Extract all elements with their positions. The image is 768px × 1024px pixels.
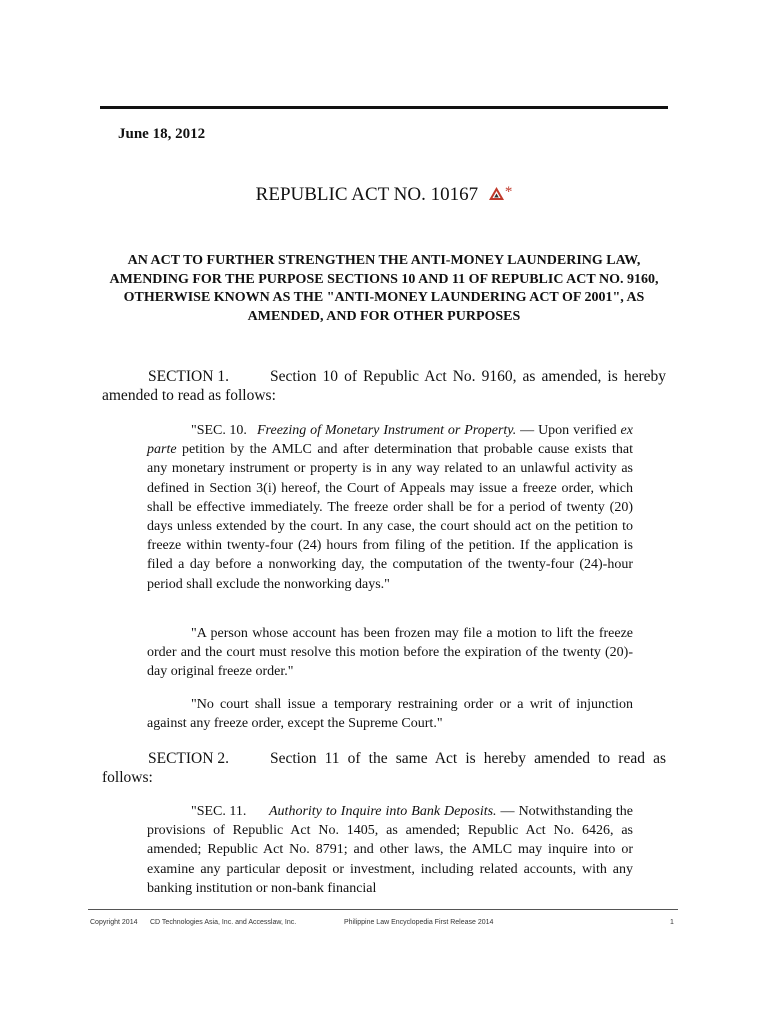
sec-11-heading: Authority to Inquire into Bank Deposits.	[269, 804, 497, 819]
republic-act-number: REPUBLIC ACT NO. 10167	[255, 184, 479, 205]
section-1-paragraph	[102, 367, 666, 405]
act-title: AN ACT TO FURTHER STRENGTHEN THE ANTI-MONEY LAUNDERING LAW, AMENDING FOR THE PURPOSE SECTIONS 10 AND 11 OF REPUBLIC ACT NO. 9160, OTHERWISE KNOWN AS THE "ANTI-MONEY LAUNDERING ACT OF 2001", AS AMENDED, AND FOR OTHER PURPOSES	[109, 253, 659, 324]
footer-rule	[88, 909, 678, 910]
footer-publication: Philippine Law Encyclopedia First Release 2014	[344, 919, 494, 926]
document-date: June 18, 2012	[118, 126, 206, 142]
section-1-label: SECTION 1.	[148, 368, 229, 385]
sec-10-number: "SEC. 10.	[191, 423, 247, 438]
section-2-label: SECTION 2.	[148, 750, 229, 767]
sec-11-dash: —	[496, 804, 519, 819]
sec-10-text: petition by the AMLC and after determination that probable cause exists that any monetary instrument or property is in any way related to an unlawful activity as defined in Section 3(i) hereof, the Court of Appeals may issue a freeze order, which shall be effective immediately. The freeze order shall be for a period of twenty (20) days unless extended by the court. In any case, the court should act on the petition to freeze within twenty-four (24) hours from filing of the petition. If the application is filed a day before a nonworking day, the computation of the twenty-four (24)-hour period shall exclude the nonworking days."	[147, 442, 633, 592]
sec-10-quote-paragraph-3	[147, 695, 633, 733]
sec-10-paragraph-2-text: "A person whose account has been frozen may file a motion to lift the freeze order and the court must resolve this motion before the expiration of the twenty (20)-day original freeze order."	[147, 626, 633, 680]
ex-parte-term: ex parte	[147, 423, 633, 458]
sec-10-dash: — Upon verified	[516, 423, 621, 438]
footer-copyright: Copyright 2014	[90, 919, 138, 926]
sec-10-quote	[147, 421, 633, 594]
section-2-text: Section 11 of the same Act is hereby amended to read as follows:	[102, 750, 666, 786]
cd-logo-icon[interactable]	[489, 185, 504, 207]
sec-10-quote-paragraph-2	[147, 624, 633, 682]
republic-act-title	[0, 184, 768, 207]
footer-page-number: 1	[670, 919, 674, 926]
sec-10-heading: Freezing of Monetary Instrument or Property.	[257, 423, 517, 438]
sec-10-paragraph-3-text: "No court shall issue a temporary restraining order or a writ of injunction against any freeze order, except the Supreme Court."	[147, 697, 633, 732]
section-2-paragraph	[102, 749, 666, 787]
sec-11-text: Notwithstanding the provisions of Republic Act No. 1405, as amended; Republic Act No. 6426, as amended; Republic Act No. 8791; and other laws, the AMLC may inquire into or examine any particular deposit or investment, including related accounts, with any banking institution or non-bank financial	[147, 804, 634, 896]
top-rule	[100, 106, 668, 109]
footer-owners: CD Technologies Asia, Inc. and Accesslaw, Inc.	[150, 919, 297, 926]
section-1-text: Section 10 of Republic Act No. 9160, as amended, is hereby amended to read as follows:	[102, 368, 666, 404]
sec-11-quote	[147, 802, 633, 898]
sec-11-number: "SEC. 11.	[191, 804, 247, 819]
footnote-asterisk[interactable]: *	[504, 184, 513, 200]
